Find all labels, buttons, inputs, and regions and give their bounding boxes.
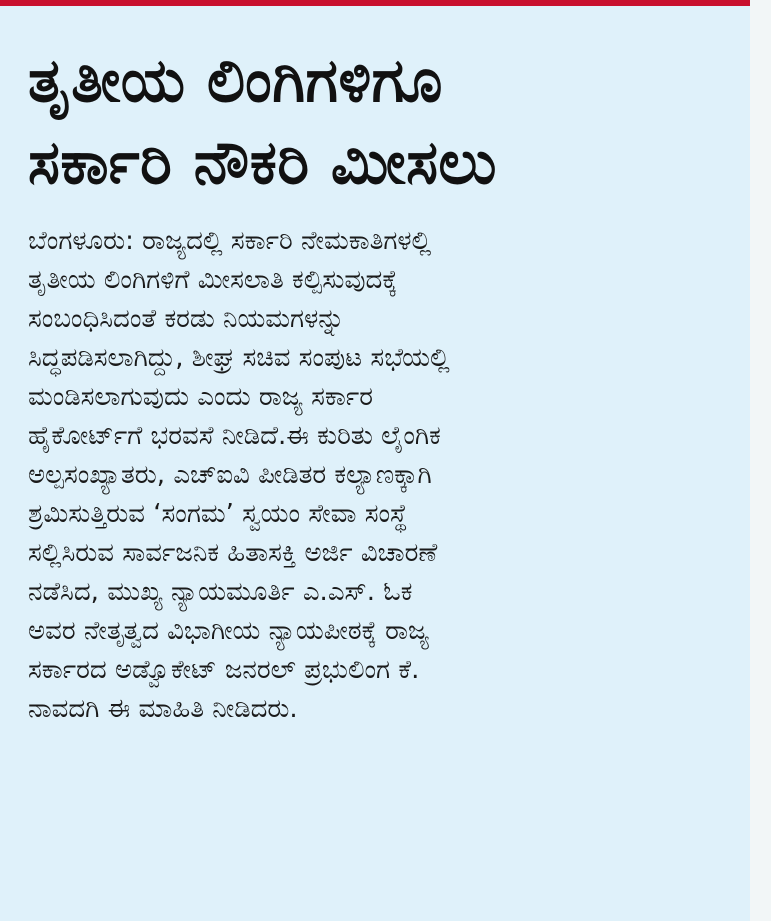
body-line: ಅಲ್ಪಸಂಖ್ಯಾತರು, ಎಚ್‌ಐವಿ ಪೀಡಿತರ ಕಲ್ಯಾಣಕ್ಕಾಗಿ — [28, 460, 432, 490]
page-edge-strip — [750, 0, 771, 921]
body-line: ಅವರ ನೇತೃತ್ವದ ವಿಭಾಗೀಯ ನ್ಯಾಯಪೀಠಕ್ಕೆ ರಾಜ್ಯ — [28, 616, 430, 646]
news-clipping — [0, 6, 750, 921]
body-line: ನಾವದಗಿ ಈ ಮಾಹಿತಿ ನೀಡಿದರು. — [28, 694, 298, 724]
body-line: ಸಿದ್ಧಪಡಿಸಲಾಗಿದ್ದು, ಶೀಘ್ರ ಸಚಿವ ಸಂಪುಟ ಸಭೆಯಲ್ಲಿ — [28, 343, 450, 373]
body-line: ಸಂಬಂಧಿಸಿದಂತೆ ಕರಡು ನಿಯಮಗಳನ್ನು — [28, 304, 345, 334]
headline-line-2: ಸರ್ಕಾರಿ ನೌಕರಿ ಮೀಸಲು — [28, 128, 497, 198]
body-line: ತೃತೀಯ ಲಿಂಗಿಗಳಿಗೆ ಮೀಸಲಾತಿ ಕಲ್ಪಿಸುವುದಕ್ಕೆ — [28, 265, 398, 295]
body-line: ನಡೆಸಿದ, ಮುಖ್ಯ ನ್ಯಾಯಮೂರ್ತಿ ಎ.ಎಸ್. ಓಕ — [28, 577, 413, 607]
body-line: ಮಂಡಿಸಲಾಗುವುದು ಎಂದು ರಾಜ್ಯ ಸರ್ಕಾರ — [28, 382, 374, 412]
headline — [28, 40, 732, 204]
headline-line-1: ತೃತೀಯ ಲಿಂಗಿಗಳಿಗೂ — [28, 46, 443, 116]
body-line: ಹೈಕೋರ್ಟ್‌ಗೆ ಭರವಸೆ ನೀಡಿದೆ.ಈ ಕುರಿತು ಲೈಂಗಿಕ — [28, 421, 441, 451]
body-line: ಶ್ರಮಿಸುತ್ತಿರುವ ‘ಸಂಗಮ’ ಸ್ವಯಂ ಸೇವಾ ಸಂಸ್ಥೆ — [28, 499, 408, 529]
article-body — [28, 222, 732, 729]
body-line: ಸಲ್ಲಿಸಿರುವ ಸಾರ್ವಜನಿಕ ಹಿತಾಸಕ್ತಿ ಅರ್ಜಿ ವಿಚಾರಣೆ — [28, 538, 438, 568]
body-line: ಬೆಂಗಳೂರು: ರಾಜ್ಯದಲ್ಲಿ ಸರ್ಕಾರಿ ನೇಮಕಾತಿಗಳಲ್ಲಿ — [28, 226, 432, 256]
body-line: ಸರ್ಕಾರದ ಅಡ್ವೊಕೇಟ್ ಜನರಲ್ ಪ್ರಭುಲಿಂಗ ಕೆ. — [28, 655, 420, 685]
